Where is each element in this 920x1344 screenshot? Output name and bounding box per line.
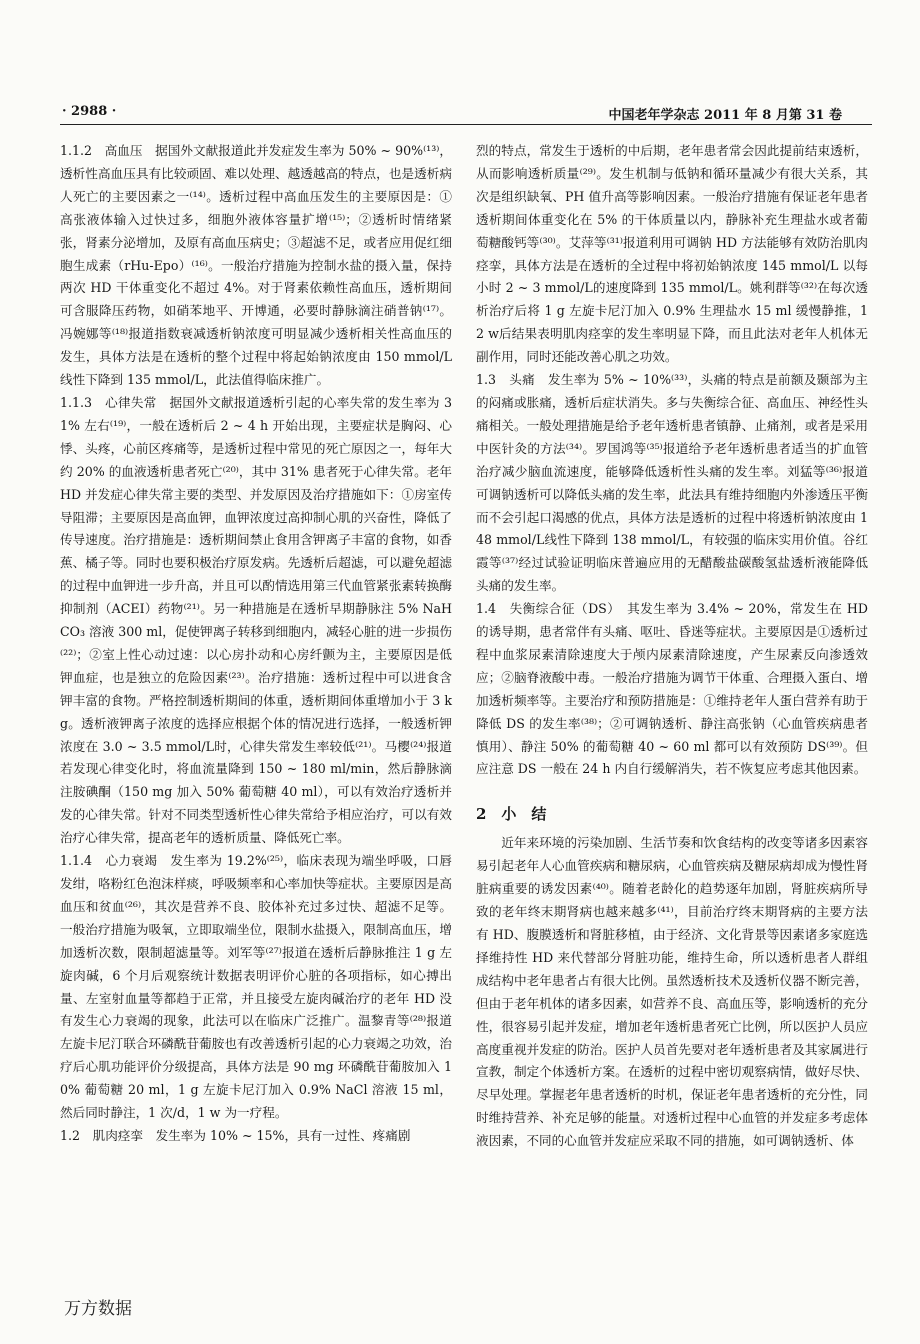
section-2-paragraph: 近年来环境的污染加剧、生活节奏和饮食结构的改变等诸多因素容易引起老年人心血管疾病和糖尿病，心血管疾病及糖尿病却成为慢性肾脏病重要的诱发因素⁽⁴⁰⁾。随着老龄化的趋势逐年加剧，肾脏疾病所导致的老年终末期肾病也越来越多⁽⁴¹⁾，目前治疗终末期肾病的主要方法有 HD、腹膜透析和肾脏移植，由于经济、文化背景等因素诸多家庭选择维持性 HD 来代替部分肾脏功能，维持生命，所以透析患者人群组成结构中老年患者占有很大比例。虽然透析技术及透析仪器不断完善，但由于老年机体的诸多因素，如营养不良、高血压等，影响透析的充分性，很容易引起并发症，增加老年透析患者死亡比例，所以医护人员应高度重视并发症的防治。医护人员首先要对老年透析患者及其家属进行宣教，制定个体透析方案。在透析的过程中密切观察病情，做好尽快、尽早处理。掌握老年患者透析的时机，保证老年患者透析的充分性，同时维持营养、补充足够的能量。对透析过程中心血管的并发症多考虑体液因素，不同的心血管并发症应采取不同的措施，如可调钠透析、体 [476, 835, 868, 1149]
section-1-1-3-paragraph: 1.1.3 心律失常 据国外文献报道透析引起的心率失常的发生率为 31% 左右⁽¹⁹⁾，一般在透析后 2 ~ 4 h 开始出现，主要症状是胸闷、心悸、头疼，心前区疼痛等，是透析过程中常见的死亡原因之一，每年大约 20% 的血液透析患者死亡⁽²⁰⁾，其中 31% 患者死于心律失常。老年 HD 并发症心律失常主要的类型、并发原因及治疗措施如下：①房室传导阻滞；主要原因是高血钾，血钾浓度过高抑制心肌的兴奋性，降低了传导速度。治疗措施是：透析期间禁止食用含钾离子丰富的食物，如香蕉、橘子等。同时也要积极治疗原发病。先透析后超滤，可以避免超滤的过程中血钾进一步升高，并且可以酌情选用第三代血管紧张素转换酶抑制剂（ACEI）药物⁽²¹⁾。另一种措施是在透析早期静脉注 5% NaHCO₃ 溶液 300 ml，促使钾离子转移到细胞内，减轻心脏的进一步损伤⁽²²⁾；②室上性心动过速：以心房扑动和心房纤颤为主，主要原因是低钾血症，也是独立的危险因素⁽²³⁾。治疗措施：透析过程中可以进食含钾丰富的食物。严格控制透析期间的体重，透析期间体重增加小于 3 kg。透析液钾离子浓度的选择应根据个体的情况进行选择，一般透析钾浓度在 3.0 ~ 3.5 mmol/L时，心律失常发生率较低⁽²¹⁾。马樱⁽²⁴⁾报道若发现心律变化时，将血流量降到 150 ~ 180 ml/min，然后静脉滴注胺碘酮（150 mg 加入 50% 葡萄糖 40 ml），可以有效治疗透析并发的心律失常。针对不同类型透析性心律失常给予相应治疗，可以有效治疗心律失常，提高老年的透析质量、降低死亡率。 [60, 394, 452, 846]
journal-info: 中国老年学杂志 2011 年 8 月第 31 卷 [608, 108, 842, 123]
section-1-2-continued-paragraph: 烈的特点，常发生于透析的中后期，老年患者常会因此提前结束透析，从而影响透析质量⁽²⁹⁾。发生机制与低钠和循环量减少有很大关系，其次是组织缺氧、PH 值升高等影响因素。一般治疗措施有保证老年患者透析期间体重变化在 5% 的干体质量以内，静脉补充生理盐水或者葡萄糖酸钙等⁽³⁰⁾。艾萍等⁽³¹⁾报道利用可调钠 HD 方法能够有效防治肌肉痉挛，具体方法是在透析的全过程中将初始钠浓度 145 mmol/L 以每小时 2 ~ 3 mmol/L的速度降到 135 mmol/L。姚利群等⁽³²⁾在每次透析治疗后将 1 g 左旋卡尼汀加入 0.9% 生理盐水 15 ml 缓慢静推，12 w后结果表明肌肉痉挛的发生率明显下降，而且此法对老年人机体无副作用，同时还能改善心肌之功效。 [476, 143, 868, 365]
header-rule [60, 124, 872, 125]
section-2-heading: 2 小 结 [476, 805, 547, 824]
section-1-1-2-paragraph: 1.1.2 高血压 据国外文献报道此并发症发生率为 50% ~ 90%⁽¹³⁾，透析性高血压具有比较顽固、难以处理、越透越高的特点，也是透析病人死亡的主要因素之一⁽¹⁴⁾。透析过程中高血压发生的主要原因是：①高张液体输入过快过多，细胞外液体容量扩增⁽¹⁵⁾；②透析时情绪紧张，肾素分泌增加，及原有高血压病史；③超滤不足，或者应用促红细胞生成素（rHu-Epo）⁽¹⁶⁾。一般治疗措施为控制水盐的摄入量，保持两次 HD 干体重变化不超过 4%。对于肾素依赖性高血压，透析期间可含服降压药物，如硝苯地平、开博通，必要时静脉滴注硝普钠⁽¹⁷⁾。冯婉娜等⁽¹⁸⁾报道指数衰减透析钠浓度可明显减少透析相关性高血压的发生，具体方法是在透析的整个过程中将起始钠浓度由 150 mmol/L 线性下降到 135 mmol/L，此法值得临床推广。 [60, 143, 452, 388]
watermark: 万方数据 [64, 1299, 132, 1319]
left-column [60, 140, 452, 1148]
section-1-2-paragraph: 1.2 肌肉痉挛 发生率为 10% ~ 15%，具有一过性、疼痛剧 [60, 1127, 411, 1143]
right-column [476, 140, 868, 1153]
section-1-3-paragraph: 1.3 头痛 发生率为 5% ~ 10%⁽³³⁾，头痛的特点是前额及颞部为主的闷痛或胀痛，透析后症状消失。多与失衡综合征、高血压、神经性头痛相关。一般处理措施是给予老年透析患者镇静、止痛剂，或者是采用中医针灸的方法⁽³⁴⁾。罗国鸿等⁽³⁵⁾报道给予老年透析患者适当的扩血管治疗减少脑血流速度，能够降低透析性头痛的发生率。刘猛等⁽³⁶⁾报道可调钠透析可以降低头痛的发生率，此法具有维持细胞内外渗透压平衡而不会引起口渴感的优点，具体方法是透析的过程中将透析钠浓度由 148 mmol/L线性下降到 138 mmol/L，有较强的临床实用价值。谷红霞等⁽³⁷⁾经过试验证明临床普遍应用的无醋酸盐碳酸氢盐透析液能降低头痛的发生率。 [476, 372, 868, 594]
section-1-1-4-paragraph: 1.1.4 心力衰竭 发生率为 19.2%⁽²⁵⁾，临床表现为端坐呼吸，口唇发绀，咯粉红色泡沫样痰，呼吸频率和心率加快等症状。主要原因是高血压和贫血⁽²⁶⁾，其次是营养不良、胶体补充过多过快、超滤不足等。一般治疗措施为吸氧，立即取端坐位，限制水盐摄入，限制高血压，增加透析次数，限制超滤量等。刘军等⁽²⁷⁾报道在透析后静脉推注 1 g 左旋肉碱，6 个月后观察统计数据表明评价心脏的各项指标，如心搏出量、左室射血量等都趋于正常，并且接受左旋肉碱治疗的老年 HD 没有发生心力衰竭的现象，此法可以在临床广泛推广。温黎青等⁽²⁸⁾报道左旋卡尼汀联合环磷酰苷葡胺也有改善透析引起的心力衰竭之功效，治疗后心肌功能评价分级提高，具体方法是 90 mg 环磷酰苷葡胺加入 10% 葡萄糖 20 ml，1 g 左旋卡尼汀加入 0.9% NaCl 溶液 15 ml，然后同时静注，1 次/d，1 w 为一疗程。 [60, 853, 452, 1121]
section-1-4-paragraph: 1.4 失衡综合征（DS） 其发生率为 3.4% ~ 20%，常发生在 HD 的诱导期，患者常伴有头痛、呕吐、昏迷等症状。主要原因是①透析过程中血浆尿素清除速度大于颅内尿素清除速度，产生尿素反向渗透效应；②脑脊液酸中毒。一般治疗措施为调节干体重、合理摄入蛋白、增加透析频率等。主要治疗和预防措施是：①维持老年人蛋白营养有助于降低 DS 的发生率⁽³⁸⁾；②可调钠透析、静注高张钠（心血管疾病患者慎用）、静注 50% 的葡萄糖 40 ~ 60 ml 都可以有效预防 DS⁽³⁹⁾。但应注意 DS 一般在 24 h 内自行缓解消失，若不恢复应考虑其他因素。 [476, 601, 868, 777]
page-number: · 2988 · [62, 104, 117, 119]
